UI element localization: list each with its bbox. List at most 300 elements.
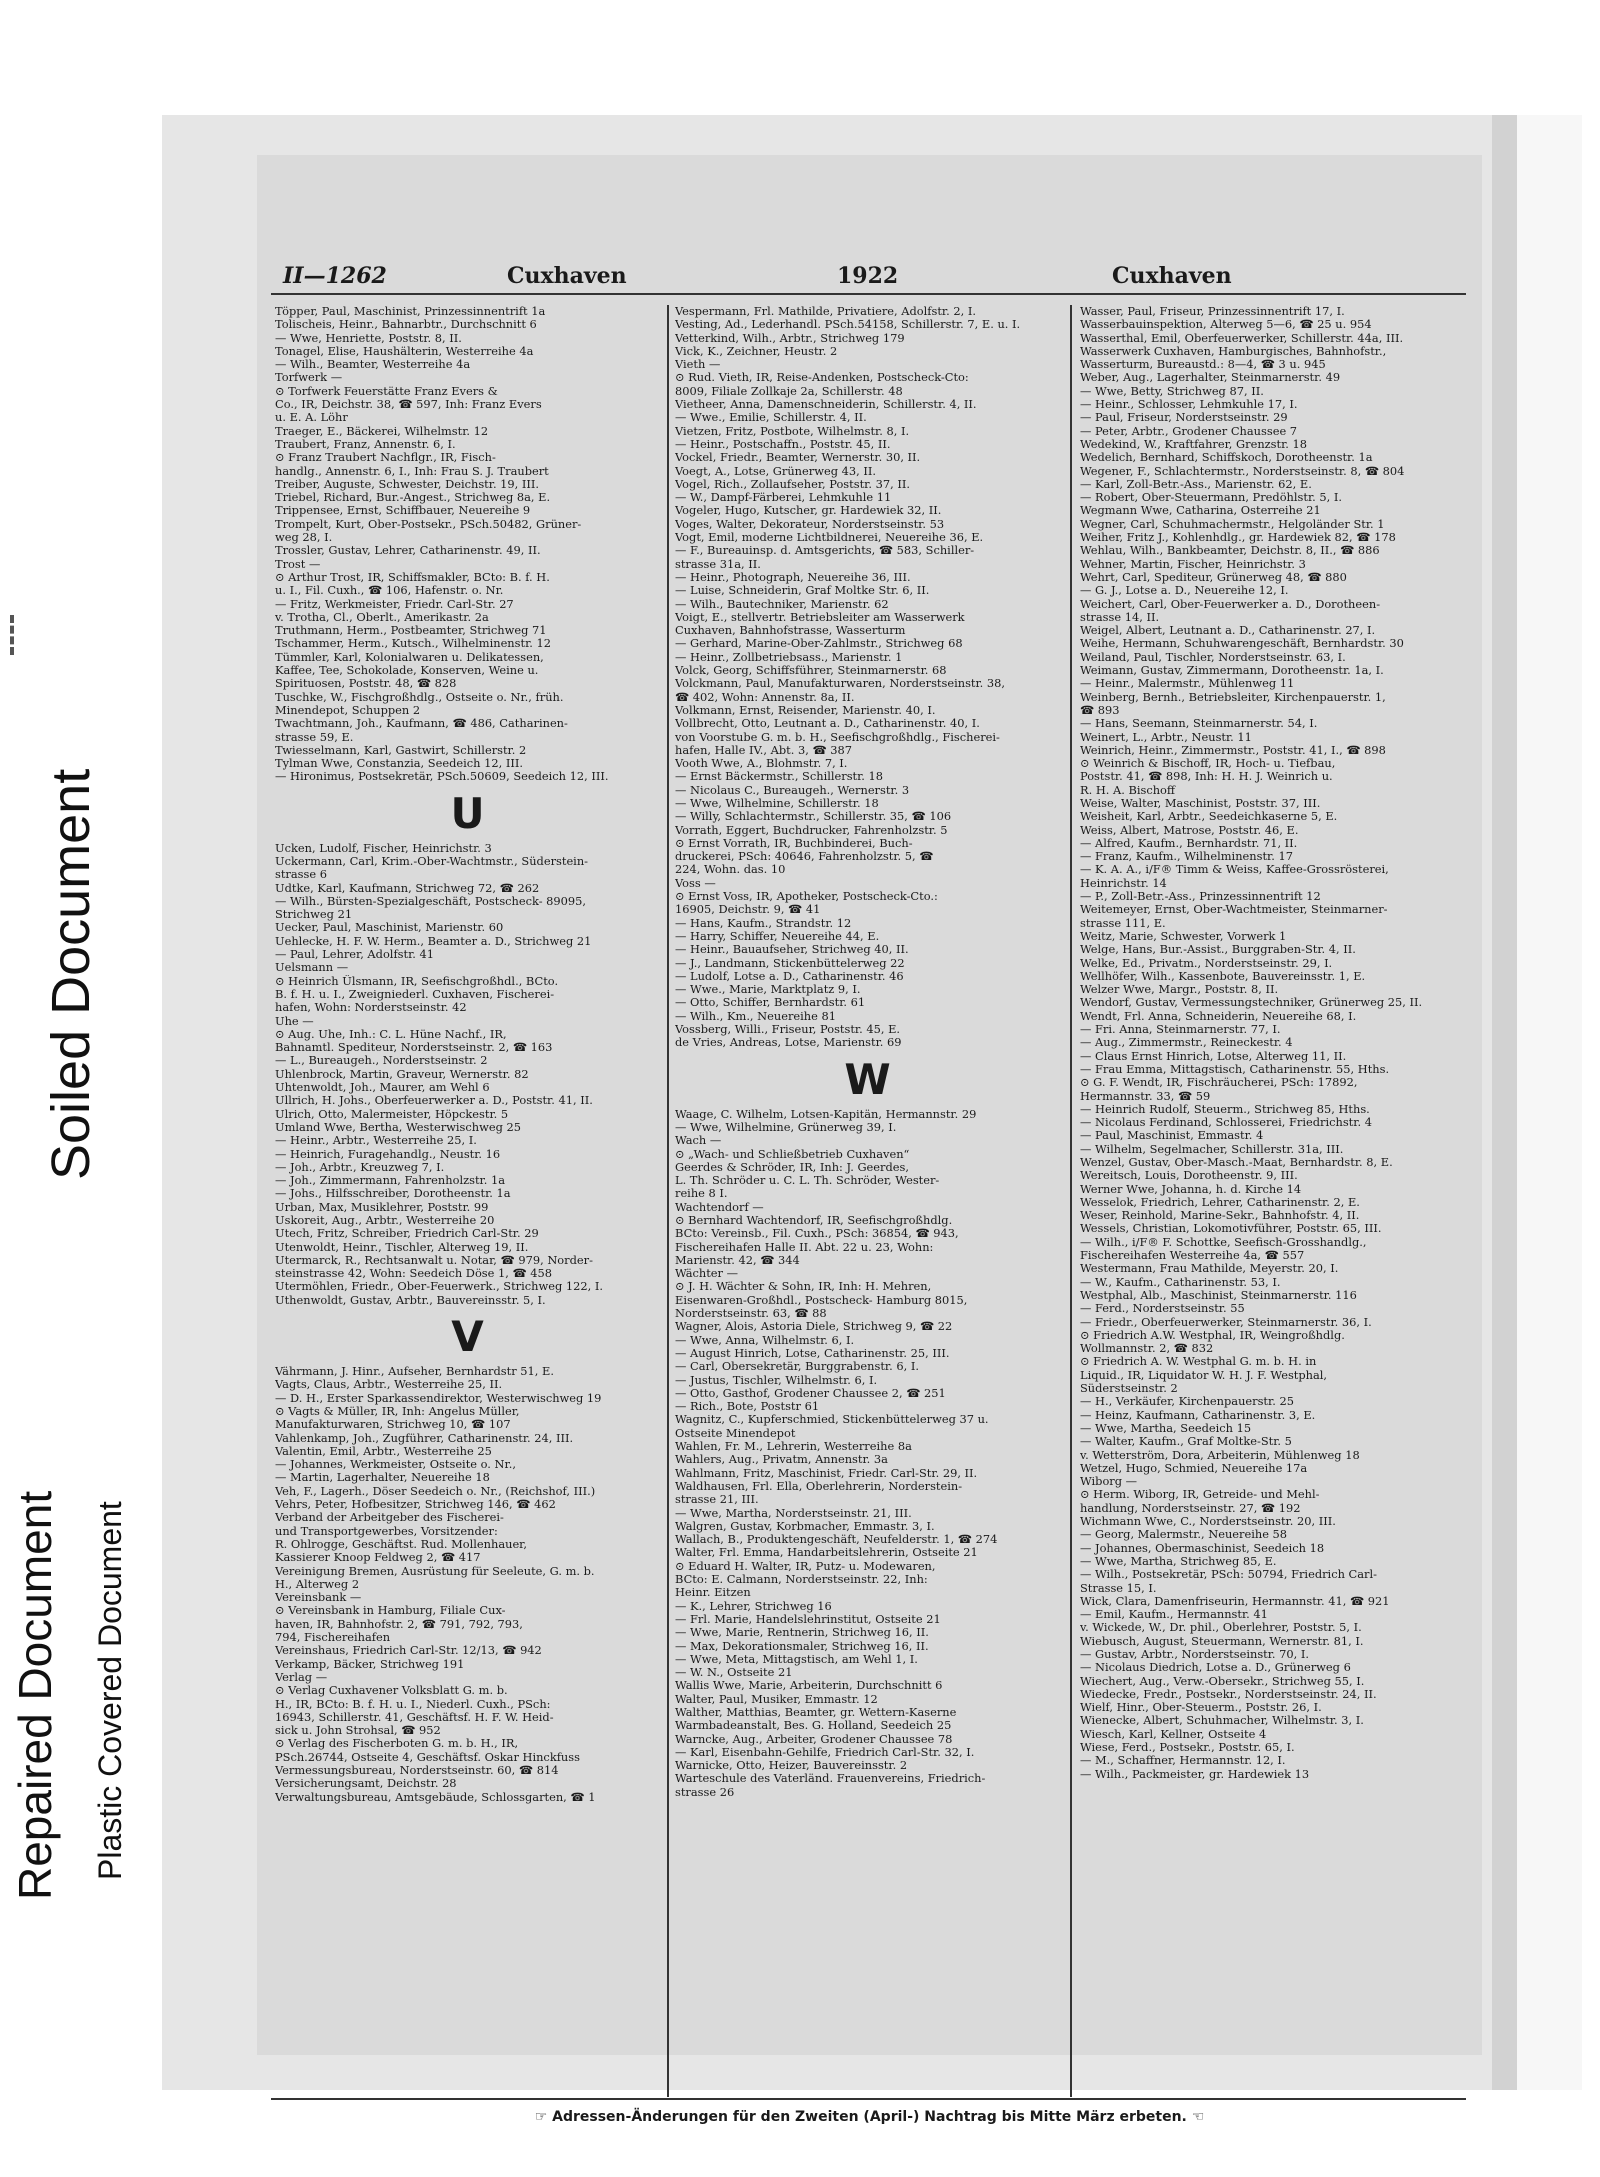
directory-entry: Vährmann, J. Hinr., Aufseher, Bernhardstr 51, E. (275, 1365, 554, 1379)
directory-entry: weg 28, I. (275, 531, 333, 545)
directory-entry: und Transportgewerbes, Vorsitzender: (275, 1524, 498, 1538)
directory-entry: — Wilh., Packmeister, gr. Hardewiek 13 (1080, 1767, 1310, 1781)
directory-entry: Heinrichstr. 14 (1080, 876, 1167, 890)
directory-entry: Warteschule des Vaterländ. Frauenvereins, Friedrich- (675, 1772, 986, 1786)
directory-entry: Twiesselmann, Karl, Gastwirt, Schillerstr. 2 (275, 743, 527, 757)
directory-entry: Wach — (675, 1134, 722, 1148)
directory-entry: Veh, F., Lagerh., Döser Seedeich o. Nr., (Reichshof, III.) (275, 1484, 596, 1498)
directory-entry: — Gustav, Arbtr., Norderstseinstr. 70, I. (1080, 1647, 1310, 1661)
directory-entry: ⊙ Verlag Cuxhavener Volksblatt G. m. b. (275, 1684, 508, 1698)
directory-entry: — Heinz, Kaufmann, Catharinenstr. 3, E. (1080, 1408, 1316, 1422)
directory-entry: — Harry, Schiffer, Neuereihe 44, E. (675, 929, 880, 943)
directory-entry: Uehlecke, H. F. W. Herm., Beamter a. D., Strichweg 21 (275, 934, 592, 948)
directory-entry: Weber, Aug., Lagerhalter, Steinmarnerstr. 49 (1080, 371, 1341, 385)
directory-entry: 8009, Filiale Zollkaje 2a, Schillerstr. 48 (675, 384, 903, 398)
plastic-covered-label: Plastic Covered Document (92, 1501, 128, 1880)
directory-entry: — Frl. Marie, Handelslehrinstitut, Ostseite 21 (675, 1612, 941, 1626)
directory-entry: — Paul, Maschinist, Emmastr. 4 (1080, 1129, 1264, 1143)
directory-entry: — Wilh., Postsekretär, PSch: 50794, Friedrich Carl- (1080, 1568, 1377, 1582)
directory-entry: Wachtendorf — (675, 1200, 764, 1214)
directory-entry: Tolischeis, Heinr., Bahnarbtr., Durchschnitt 6 (275, 318, 537, 332)
directory-entry: Ullrich, H. Johs., Oberfeuerwerker a. D., Poststr. 41, II. (275, 1094, 593, 1108)
directory-entry: Trost — (275, 557, 321, 571)
directory-entry: Verband der Arbeitgeber des Fischerei- (275, 1511, 504, 1525)
dash-marks (10, 615, 24, 655)
directory-entry: — Hans, Kaufm., Strandstr. 12 (675, 916, 852, 930)
directory-entry: — G. J., Lotse a. D., Neuereihe 12, I. (1080, 584, 1289, 598)
directory-entry: Traubert, Franz, Annenstr. 6, I. (275, 437, 456, 451)
header-rule (271, 293, 1466, 295)
entries-v (275, 1365, 660, 1804)
directory-entry: de Vries, Andreas, Lotse, Marienstr. 69 (675, 1036, 902, 1050)
directory-entry: — Ernst Bäckermstr., Schillerstr. 18 (675, 770, 884, 784)
section-letter-w: W (844, 1054, 891, 1104)
directory-entry: — Alfred, Kaufm., Bernhardstr. 71, II. (1080, 836, 1298, 850)
scanned-page (162, 115, 1582, 2125)
directory-entry: Utenwoldt, Heinr., Tischler, Alterweg 19, II. (275, 1240, 529, 1254)
directory-entry: Hermannstr. 33, ☎ 59 (1080, 1089, 1211, 1103)
header-city-right: Cuxhaven (1112, 263, 1232, 289)
directory-entry: Utech, Fritz, Schreiber, Friedrich Carl-Str. 29 (275, 1227, 539, 1241)
directory-entry: Wegener, F., Schlachtermstr., Norderstseinstr. 8, ☎ 804 (1080, 464, 1405, 478)
directory-entry: Trippensee, Ernst, Schiffbauer, Neuereihe 9 (275, 504, 531, 518)
directory-entry: Voegt, A., Lotse, Grünerweg 43, II. (675, 464, 876, 478)
directory-page (257, 155, 1482, 2125)
directory-entry: 16943, Schillerstr. 41, Geschäftsf. H. F. W. Heid- (275, 1710, 554, 1724)
page-number: II—1262 (283, 263, 387, 289)
directory-entry: ⊙ Rud. Vieth, IR, Reise-Andenken, Postscheck-Cto: (675, 371, 969, 385)
directory-entry: strasse 31a, II. (675, 557, 761, 571)
directory-entry: Wessels, Christian, Lokomotivführer, Poststr. 65, III. (1080, 1222, 1382, 1236)
directory-entry: Weitz, Marie, Schwester, Vorwerk 1 (1080, 929, 1287, 943)
directory-entry: v. Trotha, Cl., Oberlt., Amerikastr. 2a (275, 610, 489, 624)
directory-entry: — Hans, Seemann, Steinmarnerstr. 54, I. (1080, 717, 1318, 731)
directory-entry: ⊙ Herm. Wiborg, IR, Getreide- und Mehl- (1080, 1488, 1320, 1502)
directory-entry: — Karl, Zoll-Betr.-Ass., Marienstr. 62, E. (1080, 477, 1312, 491)
directory-entry: Wasserturm, Bureaustd.: 8—4, ☎ 3 u. 945 (1080, 358, 1326, 372)
directory-entry: v. Wetterström, Dora, Arbeiterin, Mühlenweg 18 (1080, 1448, 1360, 1462)
directory-entry: — Frau Emma, Mittagstisch, Catharinenstr. 55, Hths. (1080, 1062, 1390, 1076)
directory-entry: 16905, Deichstr. 9, ☎ 41 (675, 903, 821, 917)
directory-entry: — Heinr., Photograph, Neuereihe 36, III. (675, 570, 911, 584)
directory-entry: Uskoreit, Aug., Arbtr., Westerreihe 20 (275, 1214, 495, 1227)
directory-entry: Wedelich, Bernhard, Schiffskoch, Dorotheenstr. 1a (1080, 451, 1373, 465)
directory-entry: Vesting, Ad., Lederhandl. PSch.54158, Schillerstr. 7, E. u. I. (675, 318, 1021, 332)
entries-v-cont (675, 305, 1060, 1050)
directory-entry: — Heinr., Arbtr., Westerreihe 25, I. (275, 1134, 477, 1148)
directory-entry: Uelsmann — (275, 961, 349, 975)
directory-entry: Tylman Wwe, Constanzia, Seedeich 12, III. (275, 757, 523, 771)
directory-entry: Wallach, B., Produktengeschäft, Neufelderstr. 1, ☎ 274 (675, 1533, 998, 1547)
directory-entry: Weisheit, Karl, Arbtr., Seedeichkaserne 5, E. (1080, 810, 1338, 824)
directory-entry: ⊙ Franz Traubert Nachflgr., IR, Fisch- (275, 451, 496, 465)
entries-u (275, 842, 660, 1307)
page-header (257, 263, 1482, 291)
directory-entry: Marienstr. 42, ☎ 344 (675, 1253, 800, 1267)
directory-entry: Vehrs, Peter, Hofbesitzer, Strichweg 146, ☎ 462 (275, 1498, 556, 1512)
directory-entry: — J., Landmann, Stickenbüttelerweg 22 (675, 956, 905, 970)
directory-entry: — Heinr., Malermstr., Mühlenweg 11 (1080, 677, 1295, 691)
directory-entry: Welzer Wwe, Margr., Poststr. 8, II. (1080, 983, 1279, 997)
directory-entry: — Ludolf, Lotse a. D., Catharinenstr. 46 (675, 969, 904, 983)
directory-entry: Wollmannstr. 2, ☎ 832 (1080, 1342, 1214, 1356)
directory-entry: — Robert, Ober-Steuermann, Predöhlstr. 5, I. (1080, 491, 1343, 505)
directory-entry: — Otto, Gasthof, Grodener Chaussee 2, ☎ 251 (675, 1386, 946, 1400)
directory-entry: Verlag — (275, 1670, 328, 1684)
directory-entry: — Nicolaus Diedrich, Lotse a. D., Grünerweg 6 (1080, 1661, 1351, 1675)
directory-entry: Truthmann, Herm., Postbeamter, Strichweg 71 (275, 624, 547, 638)
directory-entry: Versicherungsamt, Deichstr. 28 (275, 1777, 457, 1791)
directory-entry: ⊙ Vagts & Müller, IR, Inh: Angelus Müller, (275, 1404, 520, 1418)
column-divider-1 (667, 305, 669, 2097)
directory-entry: Heinr. Eitzen (675, 1586, 751, 1600)
directory-entry: Wagnitz, C., Kupferschmied, Stickenbüttelerweg 37 u. (675, 1413, 989, 1427)
directory-entry: Süderstseinstr. 2 (1080, 1382, 1178, 1396)
directory-entry: Utermöhlen, Friedr., Ober-Feuerwerk., Strichweg 122, I. (275, 1280, 603, 1294)
directory-entry: H., Alterweg 2 (275, 1577, 360, 1591)
directory-entry: — Wilh., Beamter, Westerreihe 4a (275, 358, 471, 372)
page-edge (1492, 115, 1517, 2090)
directory-entry: Wiebusch, August, Steuermann, Wernerstr. 81, I. (1080, 1634, 1364, 1648)
directory-entry: ⊙ Torfwerk Feuerstätte Franz Evers & (275, 384, 498, 398)
directory-entry: — Fri. Anna, Steinmarnerstr. 77, I. (1080, 1023, 1281, 1037)
directory-entry: Ulrich, Otto, Malermeister, Höpckestr. 5 (275, 1107, 509, 1121)
directory-entry: Uhlenbrock, Martin, Graveur, Wernerstr. 82 (275, 1067, 529, 1081)
directory-entry: Weichert, Carl, Ober-Feuerwerker a. D., Dorotheen- (1080, 597, 1381, 611)
directory-entry: Treiber, Auguste, Schwester, Deichstr. 19, III. (275, 477, 540, 491)
directory-entry: — L., Bureaugeh., Norderstseinstr. 2 (275, 1054, 488, 1068)
directory-entry: Westphal, Alb., Maschinist, Steinmarnerstr. 116 (1080, 1288, 1357, 1302)
directory-entry: Voigt, E., stellvertr. Betriebsleiter am Wasserwerk (675, 610, 965, 624)
directory-entry: — Heinrich, Furagehandlg., Neustr. 16 (275, 1147, 501, 1161)
directory-entry: H., IR, BCto: B. f. H. u. I., Niederl. Cuxh., PSch: (275, 1697, 551, 1711)
directory-entry: Vereinshaus, Friedrich Carl-Str. 12/13, ☎ 942 (275, 1644, 542, 1658)
directory-entry: v. Wickede, W., Dr. phil., Oberlehrer, Poststr. 5, I. (1080, 1621, 1362, 1635)
directory-entry: Vespermann, Frl. Mathilde, Privatiere, Adolfstr. 2, I. (675, 305, 976, 318)
directory-entry: ⊙ Heinrich Ülsmann, IR, Seefischgroßhdl., BCto. (275, 974, 559, 988)
directory-entry: Wegmann Wwe, Catharina, Osterreihe 21 (1080, 504, 1321, 518)
directory-entry: — H., Verkäufer, Kirchenpauerstr. 25 (1080, 1395, 1294, 1409)
directory-entry: — Johs., Hilfsschreiber, Dorotheenstr. 1a (275, 1187, 511, 1201)
directory-entry: — Nicolaus Ferdinand, Schlosserei, Friedrichstr. 4 (1080, 1116, 1372, 1130)
directory-entry: — Hironimus, Postsekretär, PSch.50609, Seedeich 12, III. (275, 770, 609, 784)
directory-entry: — Wwe., Marie, Marktplatz 9, I. (675, 983, 861, 997)
directory-entry: — Joh., Arbtr., Kreuzweg 7, I. (275, 1160, 445, 1174)
directory-entry: Vogel, Rich., Zollaufseher, Poststr. 37, II. (675, 477, 910, 491)
directory-entry: Trompelt, Kurt, Ober-Postsekr., PSch.50482, Grüner- (275, 517, 582, 531)
directory-entry: Strasse 15, I. (1080, 1581, 1157, 1595)
directory-entry: Liquid., IR, Liquidator W. H. J. F. Westphal, (1080, 1368, 1328, 1382)
directory-entry: Vogt, Emil, moderne Lichtbildnerei, Neuereihe 36, E. (675, 531, 984, 545)
directory-entry: R. H. A. Bischoff (1080, 783, 1175, 797)
directory-entry: Vogeler, Hugo, Kutscher, gr. Hardewiek 32, II. (675, 504, 942, 518)
directory-entry: ⊙ Ernst Vorrath, IR, Buchbinderei, Buch- (675, 836, 913, 850)
directory-entry: Wiedecke, Fredr., Postsekr., Norderstseinstr. 24, II. (1080, 1687, 1377, 1701)
entries-w-cont (1080, 305, 1465, 1781)
directory-entry: — Martin, Lagerhalter, Neuereihe 18 (275, 1471, 490, 1485)
directory-entry: Wiborg — (1080, 1475, 1138, 1489)
directory-entry: — Claus Ernst Hinrich, Lotse, Alterweg 11, II. (1080, 1049, 1347, 1063)
directory-entry: Poststr. 41, ☎ 898, Inh: H. H. J. Weinrich u. (1080, 770, 1333, 784)
directory-entry: Wiese, Ferd., Postsekr., Poststr. 65, I. (1080, 1741, 1295, 1755)
directory-entry: — K. A. A., i/F® Timm & Weiss, Kaffee-Grossrösterei, (1080, 863, 1389, 877)
header-city-left: Cuxhaven (507, 263, 627, 289)
directory-entry: sick u. John Strohsal, ☎ 952 (275, 1724, 441, 1738)
directory-entry: Wedekind, W., Kraftfahrer, Grenzstr. 18 (1080, 437, 1308, 451)
directory-entry: — M., Schaffner, Hermannstr. 12, I. (1080, 1754, 1286, 1768)
page-margin-right (1517, 115, 1582, 2090)
directory-entry: — Wilhelm, Segelmacher, Schillerstr. 31a, III. (1080, 1142, 1344, 1156)
directory-entry: Weser, Reinhold, Marine-Sekr., Bahnhofstr. 4, II. (1080, 1209, 1360, 1223)
directory-entry: Wagner, Alois, Astoria Diele, Strichweg 9, ☎ 22 (675, 1320, 953, 1334)
directory-entry: — Wwe, Martha, Norderstseinstr. 21, III. (675, 1506, 912, 1520)
directory-entry: — Johannes, Werkmeister, Ostseite o. Nr., (275, 1458, 516, 1472)
directory-entry: Wasser, Paul, Friseur, Prinzessinnentrift 17, I. (1080, 305, 1345, 318)
directory-entry: — Wwe, Martha, Seedeich 15 (1080, 1421, 1252, 1435)
directory-entry: Voss — (675, 876, 716, 890)
directory-entry: Kassierer Knoop Feldweg 2, ☎ 417 (275, 1551, 481, 1565)
directory-entry: ⊙ Verlag des Fischerboten G. m. b. H., IR, (275, 1737, 519, 1751)
directory-entry: Ostseite Minendepot (675, 1426, 796, 1440)
directory-entry: Weiland, Paul, Tischler, Norderstseinstr. 63, I. (1080, 650, 1346, 664)
directory-entry: Ucken, Ludolf, Fischer, Heinrichstr. 3 (275, 841, 492, 855)
directory-entry: haven, IR, Bahnhofstr. 2, ☎ 791, 792, 793, (275, 1617, 523, 1631)
directory-entry: Westermann, Frau Mathilde, Meyerstr. 20, I. (1080, 1262, 1339, 1276)
directory-entry: strasse 111, E. (1080, 916, 1166, 930)
directory-entry: Welke, Ed., Privatm., Norderstseinstr. 29, I. (1080, 956, 1333, 970)
directory-entry: L. Th. Schröder u. C. L. Th. Schröder, Wester- (675, 1174, 940, 1188)
directory-entry: — Wwe, Marie, Rentnerin, Strichweg 16, II. (675, 1626, 929, 1640)
directory-entry: Bahnamtl. Spediteur, Norderstseinstr. 2, ☎ 163 (275, 1041, 553, 1055)
directory-entry: Vossberg, Willi., Friseur, Poststr. 45, E. (675, 1023, 901, 1037)
directory-entry: ⊙ Eduard H. Walter, IR, Putz- u. Modewaren, (675, 1559, 936, 1573)
directory-entry: reihe 8 I. (675, 1187, 728, 1201)
directory-entry: strasse 59, E. (275, 730, 354, 744)
directory-entry: Vieth — (675, 358, 721, 372)
directory-entry: Wendorf, Gustav, Vermessungstechniker, Grünerweg 25, II. (1080, 996, 1423, 1010)
directory-entry: Spirituosen, Poststr. 48, ☎ 828 (275, 677, 457, 691)
directory-entry: BCto: Vereinsb., Fil. Cuxh., PSch: 36854, ☎ 943, (675, 1227, 959, 1241)
directory-entry: Weiher, Fritz J., Kohlenhdlg., gr. Hardewiek 82, ☎ 178 (1080, 531, 1396, 545)
directory-entry: ⊙ Bernhard Wachtendorf, IR, Seefischgroßhdlg. (675, 1214, 953, 1227)
directory-entry: Warmbadeanstalt, Bes. G. Holland, Seedeich 25 (675, 1719, 952, 1733)
directory-entry: — Wwe, Martha, Strichweg 85, E. (1080, 1554, 1277, 1568)
header-year: 1922 (837, 263, 899, 289)
directory-entry: Vockel, Friedr., Beamter, Wernerstr. 30, II. (675, 451, 921, 465)
directory-entry: — Heinrich Rudolf, Steuerm., Strichweg 85, Hths. (1080, 1102, 1370, 1116)
directory-entry: Wehlau, Wilh., Bankbeamter, Deichstr. 8, II., ☎ 886 (1080, 544, 1380, 558)
directory-entry: Vereinigung Bremen, Ausrüstung für Seeleute, G. m. b. (275, 1564, 595, 1578)
entries-w (675, 1108, 1060, 1799)
directory-entry: Weihe, Hermann, Schuhwarengeschäft, Bernhardstr. 30 (1080, 637, 1404, 651)
directory-entry: Tuschke, W., Fischgroßhdlg., Ostseite o. Nr., früh. (275, 690, 564, 704)
directory-entry: PSch.26744, Ostseite 4, Geschäftsf. Oskar Hinckfuss (275, 1750, 580, 1764)
directory-entry: — Wwe., Emilie, Schillerstr. 4, II. (675, 411, 867, 425)
directory-entry: — Wwe, Wilhelmine, Grünerweg 39, I. (675, 1120, 897, 1134)
directory-entry: Walter, Frl. Emma, Handarbeitslehrerin, Ostseite 21 (675, 1546, 978, 1560)
directory-entry: — Max, Dekorationsmaler, Strichweg 16, II. (675, 1639, 929, 1653)
directory-entry: Töpper, Paul, Maschinist, Prinzessinnentrift 1a (275, 305, 546, 318)
directory-entry: u. E. A. Löhr (275, 411, 348, 425)
directory-entry: Walter, Paul, Musiker, Emmastr. 12 (675, 1692, 878, 1706)
directory-entry: — Fritz, Werkmeister, Friedr. Carl-Str. 27 (275, 597, 514, 611)
directory-entry: Vetterkind, Wilh., Arbtr., Strichweg 179 (675, 331, 905, 345)
directory-entry: Traeger, E., Bäckerei, Wilhelmstr. 12 (275, 424, 489, 438)
directory-entry: hafen, Halle IV., Abt. 3, ☎ 387 (675, 743, 853, 757)
directory-entry: Vermessungsbureau, Norderstseinstr. 60, ☎ 814 (275, 1763, 559, 1777)
column-1 (275, 305, 660, 1804)
directory-entry: druckerei, PSch: 40646, Fahrenholzstr. 5, ☎ (675, 850, 934, 864)
directory-entry: — Wilh., Bürsten-Spezialgeschäft, Postscheck- 89095, (275, 894, 587, 908)
directory-entry: ⊙ Friedrich A. W. Westphal G. m. b. H. in (1080, 1355, 1317, 1369)
directory-entry: Welge, Hans, Bur.-Assist., Burggraben-Str. 4, II. (1080, 943, 1356, 957)
directory-entry: — Emil, Kaufm., Hermannstr. 41 (1080, 1608, 1268, 1622)
directory-entry: Waage, C. Wilhelm, Lotsen-Kapitän, Hermannstr. 29 (675, 1107, 977, 1121)
directory-entry: — F., Bureauinsp. d. Amtsgerichts, ☎ 583, Schiller- (675, 544, 975, 558)
directory-entry: Wiechert, Aug., Verw.-Obersekr., Strichweg 55, I. (1080, 1674, 1365, 1688)
directory-entry: — Wwe, Wilhelmine, Schillerstr. 18 (675, 796, 879, 810)
directory-entry: Tonagel, Elise, Haushälterin, Westerreihe 4a (275, 344, 534, 358)
directory-entry: Wick, Clara, Damenfriseurin, Hermannstr. 41, ☎ 921 (1080, 1594, 1390, 1608)
directory-entry: Vollbrecht, Otto, Leutnant a. D., Catharinenstr. 40, I. (675, 717, 980, 731)
directory-entry: — Rich., Bote, Poststr 61 (675, 1400, 820, 1414)
directory-entry: — Heinr., Zollbetriebsass., Marienstr. 1 (675, 650, 903, 664)
directory-entry: Volckmann, Paul, Manufakturwaren, Norderstseinstr. 38, (675, 677, 1006, 691)
directory-entry: Wächter — (675, 1267, 738, 1281)
directory-entry: von Voorstube G. m. b. H., Seefischgroßhdlg., Fischerei- (675, 730, 1000, 744)
directory-entry: — W. N., Ostseite 21 (675, 1666, 793, 1680)
directory-entry: handlg., Annenstr. 6, I., Inh: Frau S. J. Traubert (275, 464, 549, 478)
directory-entry: Vahlenkamp, Joh., Zugführer, Catharinenstr. 24, III. (275, 1431, 574, 1445)
directory-entry: — Ferd., Norderstseinstr. 55 (1080, 1302, 1245, 1316)
directory-entry: ⊙ J. H. Wächter & Sohn, IR, Inh: H. Mehren, (675, 1280, 932, 1294)
section-letter-u: U (450, 788, 485, 838)
directory-entry: Wendt, Frl. Anna, Schneiderin, Neuereihe 68, I. (1080, 1009, 1357, 1023)
directory-entry: Weimann, Gustav, Zimmermann, Dorotheenstr. 1a, I. (1080, 664, 1384, 678)
directory-entry: ⊙ „Wach- und Schließbetrieb Cuxhaven“ (675, 1147, 910, 1161)
directory-entry: Kaffee, Tee, Schokolade, Konserven, Weine u. (275, 664, 539, 678)
directory-entry: Uhtenwoldt, Joh., Maurer, am Wehl 6 (275, 1081, 490, 1095)
directory-entry: ⊙ G. F. Wendt, IR, Fischräucherei, PSch: 17892, (1080, 1076, 1358, 1090)
directory-entry: — Heinr., Schlosser, Lehmkuhle 17, I. (1080, 398, 1298, 412)
directory-entry: strasse 6 (275, 868, 327, 882)
directory-entry: — Wilh., i/F® F. Schottke, Seefisch-Grosshandlg., (1080, 1235, 1367, 1249)
directory-entry: Eisenwaren-Großhdl., Postscheck- Hamburg 8015, (675, 1293, 968, 1307)
directory-entry: ⊙ Arthur Trost, IR, Schiffsmakler, BCto: B. f. H. (275, 570, 550, 584)
directory-entry: Vick, K., Zeichner, Heustr. 2 (675, 344, 838, 358)
directory-entry: Wasserbauinspektion, Alterweg 5—6, ☎ 25 u. 954 (1080, 318, 1372, 332)
directory-entry: — Paul, Lehrer, Adolfstr. 41 (275, 948, 435, 962)
directory-entry: Warncke, Aug., Arbeiter, Grodener Chaussee 78 (675, 1732, 953, 1746)
directory-entry: Tschammer, Herm., Kutsch., Wilhelminenstr. 12 (275, 637, 551, 651)
directory-entry: Volck, Georg, Schiffsführer, Steinmarnerstr. 68 (675, 664, 947, 678)
directory-entry: Tümmler, Karl, Kolonialwaren u. Delikatessen, (275, 650, 544, 664)
side-labels (0, 760, 160, 1900)
directory-entry: — P., Zoll-Betr.-Ass., Prinzessinnentrift 12 (1080, 890, 1321, 904)
directory-entry: Wegner, Carl, Schuhmachermstr., Helgoländer Str. 1 (1080, 517, 1385, 531)
directory-entry: Vietzen, Fritz, Postbote, Wilhelmstr. 8, I. (675, 424, 910, 438)
directory-entry: Waldhausen, Frl. Ella, Oberlehrerin, Norderstein- (675, 1479, 963, 1493)
directory-entry: — Karl, Eisenbahn-Gehilfe, Friedrich Carl-Str. 32, I. (675, 1745, 975, 1759)
directory-entry: Weigel, Albert, Leutnant a. D., Catharinenstr. 27, I. (1080, 624, 1376, 638)
directory-entry: — Paul, Friseur, Norderstseinstr. 29 (1080, 411, 1288, 425)
column-divider-2 (1070, 305, 1072, 2097)
directory-entry: ⊙ Weinrich & Bischoff, IR, Hoch- u. Tiefbau, (1080, 757, 1336, 771)
directory-entry: Werner Wwe, Johanna, h. d. Kirche 14 (1080, 1182, 1302, 1196)
directory-entry: Umland Wwe, Bertha, Westerwischweg 25 (275, 1120, 522, 1134)
directory-entry: Co., IR, Deichstr. 38, ☎ 597, Inh: Franz Evers (275, 398, 542, 412)
directory-entry: — Willy, Schlachtermstr., Schillerstr. 35, ☎ 106 (675, 810, 952, 824)
directory-entry: strasse 21, III. (675, 1493, 759, 1507)
directory-entry: Cuxhaven, Bahnhofstrasse, Wasserturm (675, 624, 906, 638)
column-3 (1080, 305, 1465, 1781)
directory-entry: ⊙ Ernst Voss, IR, Apotheker, Postscheck-Cto.: (675, 890, 938, 904)
directory-entry: Urban, Max, Musiklehrer, Poststr. 99 (275, 1200, 489, 1214)
directory-entry: Weinert, L., Arbtr., Neustr. 11 (1080, 730, 1252, 744)
directory-entry: Wehner, Martin, Fischer, Heinrichstr. 3 (1080, 557, 1306, 571)
directory-entry: u. I., Fil. Cuxh., ☎ 106, Hafenstr. o. Nr. (275, 584, 504, 598)
soiled-document-label: Soiled Document (41, 768, 101, 1180)
directory-entry: — Joh., Zimmermann, Fahrenholzstr. 1a (275, 1174, 505, 1188)
directory-entry: Twachtmann, Joh., Kaufmann, ☎ 486, Catharinen- (275, 717, 568, 731)
directory-entry: Norderstseinstr. 63, ☎ 88 (675, 1307, 827, 1321)
directory-entry: Uthenwoldt, Gustav, Arbtr., Bauvereinsstr. 5, I. (275, 1293, 546, 1307)
directory-entry: — Peter, Arbtr., Grodener Chaussee 7 (1080, 424, 1298, 438)
footer-notice: ☞ Adressen-Änderungen für den Zweiten (April-) Nachtrag bis Mitte März erbeten. ☜ (534, 2109, 1205, 2125)
directory-entry: Wasserwerk Cuxhaven, Hamburgisches, Bahnhofstr., (1080, 344, 1387, 358)
directory-entry: 224, Wohn. das. 10 (675, 863, 786, 877)
directory-entry: BCto: E. Calmann, Norderstseinstr. 22, Inh: (675, 1573, 928, 1587)
directory-entry: Vooth Wwe, A., Blohmstr. 7, I. (675, 757, 848, 771)
directory-entry: — Carl, Obersekretär, Burggrabenstr. 6, I. (675, 1360, 919, 1374)
directory-entry: Weinrich, Heinr., Zimmermstr., Poststr. 41, I., ☎ 898 (1080, 743, 1386, 757)
directory-entry: Minendepot, Schuppen 2 (275, 703, 421, 717)
directory-entry: Wiesch, Karl, Kellner, Ostseite 4 (1080, 1727, 1267, 1741)
directory-entry: Wallis Wwe, Marie, Arbeiterin, Durchschnitt 6 (675, 1679, 943, 1693)
directory-entry: Wellhöfer, Wilh., Kassenbote, Bauvereinsstr. 1, E. (1080, 969, 1366, 983)
directory-entry: Weiss, Albert, Matrose, Poststr. 46, E. (1080, 823, 1299, 837)
directory-entry: — Georg, Malermstr., Neuereihe 58 (1080, 1528, 1288, 1542)
directory-entry: — Franz, Kaufm., Wilhelminenstr. 17 (1080, 850, 1293, 864)
directory-entry: Trossler, Gustav, Lehrer, Catharinenstr. 49, II. (275, 544, 541, 558)
directory-entry: Volkmann, Ernst, Reisender, Marienstr. 40, I. (675, 703, 936, 717)
directory-entry: — Walter, Kaufm., Graf Moltke-Str. 5 (1080, 1435, 1292, 1449)
directory-entry: Weinberg, Bernh., Betriebsleiter, Kirchenpauerstr. 1, (1080, 690, 1386, 704)
directory-entry: 794, Fischereihafen (275, 1631, 391, 1645)
directory-entry: Valentin, Emil, Arbtr., Westerreihe 25 (275, 1444, 492, 1458)
directory-entry: strasse 26 (675, 1785, 735, 1799)
directory-entry: B. f. H. u. I., Zweigniederl. Cuxhaven, Fischerei- (275, 987, 555, 1001)
directory-entry: ⊙ Friedrich A.W. Westphal, IR, Weingroßhdlg. (1080, 1328, 1345, 1342)
directory-entry: ⊙ Vereinsbank in Hamburg, Filiale Cux- (275, 1604, 506, 1618)
directory-entry: — D. H., Erster Sparkassendirektor, Westerwischweg 19 (275, 1391, 602, 1405)
directory-entry: — K., Lehrer, Strichweg 16 (675, 1599, 832, 1613)
directory-entry: Voges, Walter, Dekorateur, Norderstseinstr. 53 (675, 517, 945, 531)
directory-entry: Vereinsbank — (275, 1591, 362, 1605)
directory-entry: Torfwerk — (275, 371, 343, 385)
directory-entry: Uhe — (275, 1014, 314, 1028)
directory-entry: handlung, Norderstseinstr. 27, ☎ 192 (1080, 1501, 1301, 1515)
column-2 (675, 305, 1060, 1799)
directory-entry: — Otto, Schiffer, Bernhardstr. 61 (675, 996, 866, 1010)
directory-entry: Fischereihafen Westerreihe 4a, ☎ 557 (1080, 1249, 1305, 1263)
directory-entry: Wetzel, Hugo, Schmied, Neuereihe 17a (1080, 1461, 1308, 1475)
directory-entry: Uecker, Paul, Maschinist, Marienstr. 60 (275, 921, 504, 935)
repaired-document-label: Repaired Document (9, 1490, 61, 1900)
directory-entry: — Justus, Tischler, Wilhelmstr. 6, I. (675, 1373, 878, 1387)
directory-entry: Verwaltungsbureau, Amtsgebäude, Schlossgarten, ☎ 1 (275, 1790, 596, 1804)
directory-entry: — W., Kaufm., Catharinenstr. 53, I. (1080, 1275, 1281, 1289)
